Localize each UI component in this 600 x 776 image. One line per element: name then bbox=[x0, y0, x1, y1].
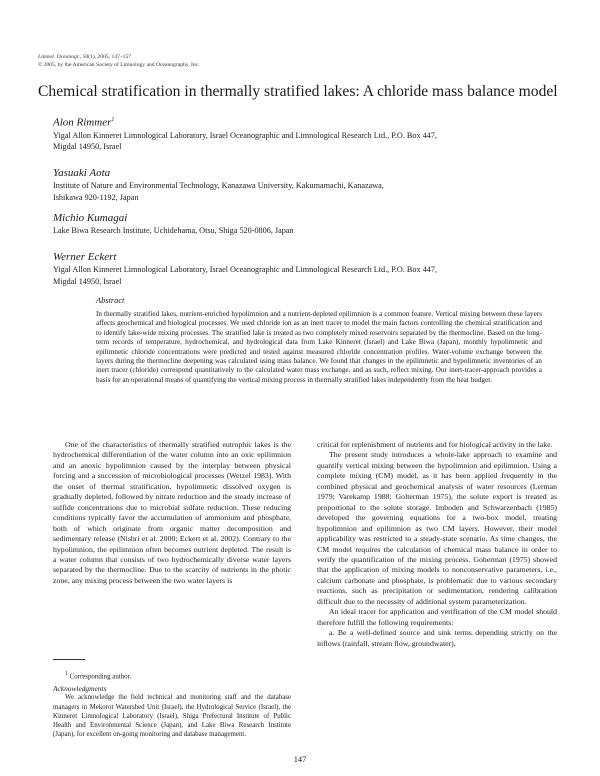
body-paragraph: One of the characteristics of thermally stratified eutrophic lakes is the hydrochemical differentiation of the water column into an oxic epilimnion and an anoxic hypolimnion caused by the interplay between physical forcing and a succession of microbiological processes (Wetzel 1983). With the onset of thermal stratification, hypolimnetic dissolved oxygen is gradually depleted, followed by nitrate reduction and the steady increase of sulfide concentrations due to microbial sulfate reduction. These reducing conditions typically favor the accumulation of ammonium and phosphate, both of which originate from organic matter decomposition and sedimentary release (Nishri et al. 2000; Eckert et al. 2002). Contrary to the hypolimnion, the epilimnion often becomes nutrient depleted. The result is a water column that consists of two hydrochemically diverse water layers separated by the thermocline. Due to the scarcity of nutrients in the photic zone, any mixing process between the two water layers is bbox=[53, 440, 291, 585]
author-name: Yasuaki Aota bbox=[53, 167, 111, 179]
author-affiliation: Institute of Nature and Environmental Technology, Kanazawa University, Kakumamachi, Kanazawa, bbox=[53, 181, 384, 190]
abstract-heading: Abstract bbox=[96, 296, 125, 305]
author-affiliation: Lake Biwa Research Institute, Uchidehama, Otsu, Shiga 520-0806, Japan bbox=[53, 226, 294, 235]
journal-header bbox=[38, 54, 200, 69]
author-block bbox=[53, 212, 573, 237]
acknowledgments-text: We acknowledge the field technical and monitoring staff and the database managers in Mekorot Watershed Unit (Israel), the Hydrological Service (Israel), the Kinneret Limnological Laboratory (Israel), Shiga Prefectural Institute of Public Health and Environmental Science (Japan), and Lake Biwa Research Institute (Japan), for excellent on-going monitoring and database management. bbox=[53, 694, 291, 738]
corresponding-mark: 1 bbox=[111, 117, 115, 123]
footnote-mark: 1 bbox=[65, 671, 68, 677]
author-affiliation: Migdal 14950, Israel bbox=[53, 276, 122, 286]
author-affiliation: Ishikawa 920-1192, Japan bbox=[53, 192, 139, 202]
author-block bbox=[53, 114, 573, 153]
body-paragraph: a. Be a well-defined source and sink terms depending strictly on the inflows (rainfall, stream flow, groundwater), bbox=[317, 628, 557, 648]
paper-title: Chemical stratification in thermally stratified lakes: A chloride mass balance model bbox=[38, 83, 558, 100]
author-name: Michio Kumagai bbox=[53, 212, 128, 224]
footnotes bbox=[53, 670, 291, 739]
body-column-left bbox=[53, 440, 291, 586]
copyright-line: © 2005, by the American Society of Limnology and Oceanography, Inc. bbox=[38, 61, 200, 68]
body-column-right bbox=[317, 440, 557, 649]
footnote-divider bbox=[53, 659, 85, 660]
acknowledgments-heading: Acknowledgments bbox=[53, 684, 107, 694]
body-paragraph: An ideal tracer for application and verification of the CM model should therefore fulfill the following requirements: bbox=[317, 607, 557, 627]
author-block bbox=[53, 251, 573, 288]
author-affiliation: Yigal Allon Kinneret Limnological Laboratory, Israel Oceanographic and Limnological Research Ltd., P.O. Box 447, bbox=[53, 265, 437, 274]
journal-volume: , 50(1), 2005, 147–157 bbox=[79, 54, 132, 60]
body-paragraph: critical for replenishment of nutrients and for biological activity in the lake. bbox=[317, 440, 553, 449]
author-block bbox=[53, 167, 573, 204]
author-affiliation: Yigal Allon Kinneret Limnological Laboratory, Israel Oceanographic and Limnological Research Ltd., P.O. Box 447, bbox=[53, 130, 437, 140]
page-number: 147 bbox=[293, 755, 307, 764]
body-paragraph: The present study introduces a whole-lake approach to examine and quantify vertical mixing between the hypolimnion and epilimnion. Using a complete mixing (CM) model, as it has been applied frequently in the combined physical and geochemical analysis of water resources (Lerman 1979; Varekamp 1988; Golterman 1975), the solute export is treated as proportional to the solute storage. Imboden and Schwarzenbach (1985) developed the governing equations for a two-box model, treating hypolimnion and epilimnion as two CM layers. However, their model applicability was restricted to a steady-state scenario. As time changes, the CM model requires the calculation of chemical mass balance in order to verify the quantification of the mixing process. Goherman (1975) showed that the application of mixing models to nonconservative parameters, i.e., calcium carbonate and phosphate, is problematic due to various secondary reactions, such as precipitation or sedimentation, rendering calibration difficult due to the necessity of additional system parameterization. bbox=[317, 450, 557, 606]
author-name: Alon Rimmer$^1$ bbox=[53, 116, 115, 129]
author-affiliation: Migdal 14950, Israel bbox=[53, 142, 122, 152]
abstract bbox=[96, 295, 542, 385]
footnote: $^1$ Corresponding author. bbox=[65, 671, 132, 681]
author-name: Werner Eckert bbox=[53, 251, 117, 263]
abstract-text: In thermally stratified lakes, nutrient-enriched hypolimnion and a nutrient-depleted epilimnion is a common feature. Vertical mixing between these layers affects geochemical and biological processes. We used chloride ion as an inert tracer to model the main factors controlling the chemical stratification and to identify lake-wide mixing processes. The stratified lake is treated as two completely mixed reservoirs separated by the thermocline. Based on the long-term records of temperature, hydrochemical, and hydrological data from Lake Kinneret (Israel) and Lake Biwa (Japan), monthly hypolimnetic and epilimnetic chloride concentrations were predicted and tested against measured chloride concentration profiles. Water-volume exchange between the layers during the thermocline deepening was calculated using mass balance. We found that changes in the epilimnetic and hypolimnetic inventories of an inert tracer (chloride) correspond quantitatively to the calculated water mass exchange, and as such, reflect mixing. Our inert-tracer-approach provides a basis for an operational means of quantifying the vertical mixing process in thermally stratified lakes independently from the heat budget. bbox=[96, 310, 542, 384]
journal-name: Limnol. Oceanogr. bbox=[38, 54, 80, 60]
